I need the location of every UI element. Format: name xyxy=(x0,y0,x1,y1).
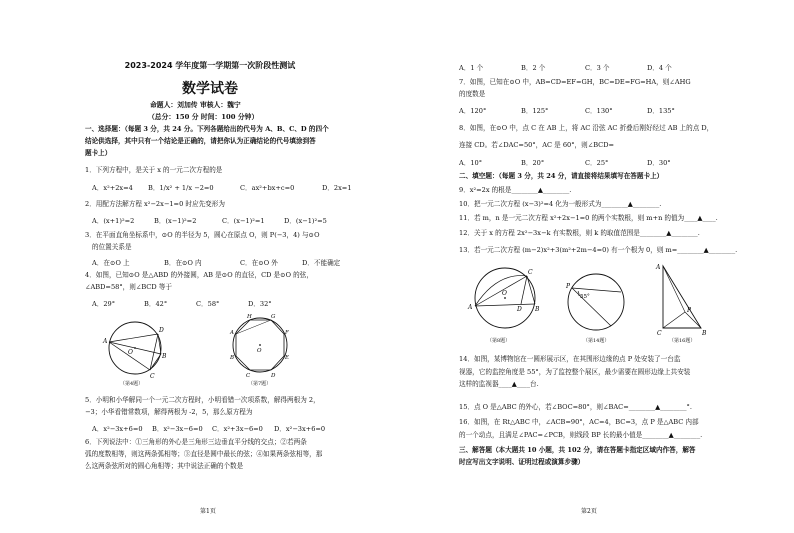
svg-text:P: P xyxy=(687,307,692,314)
score-time: （总分：150 分 时间：100 分钟） xyxy=(148,113,259,121)
q8-option-d: D．30° xyxy=(647,159,671,167)
figure-14-caption: （第14题） xyxy=(583,338,610,344)
q10: 10．把一元二次方程 (x−3)²=4 化为一般形式为________▲________. xyxy=(459,200,662,208)
doc-title: 数学试卷 xyxy=(182,81,238,97)
figure-4-circle xyxy=(100,318,170,380)
svg-text:O: O xyxy=(257,348,262,354)
exam-title: 2023-2024 学年度第一学期第一次阶段性测试 xyxy=(124,61,296,70)
q2-option-b: B．(x−1)²=2 xyxy=(154,217,197,225)
q15: 15．点 O 是△ABC 的外心，若∠BOC=80°，则∠BAC=________▲________°. xyxy=(459,403,692,411)
q2-option-d: D．(x−1)²=5 xyxy=(284,217,327,225)
figure-7-circle xyxy=(228,312,292,378)
q7-option-b: B．125° xyxy=(521,107,549,115)
q8-options xyxy=(459,157,671,167)
section1-line3: 题卡上） xyxy=(85,149,112,157)
q1: 1．下列方程中，是关于 x 的一元二次方程的是 xyxy=(85,166,223,174)
q2-option-c: C．(x−1)²=1 xyxy=(222,217,265,225)
q1-option-a: A．x²+2x=4 xyxy=(92,184,133,192)
svg-text:C: C xyxy=(246,373,251,378)
q3-options xyxy=(92,257,340,267)
q2-option-a: A．(x+1)²=2 xyxy=(92,217,135,225)
q3-option-c: C．在⊙O 外 xyxy=(240,259,278,267)
q7-line2: 的度数是 xyxy=(459,90,486,98)
q4-line2: ∠ABD=58°，则∠BCD 等于 xyxy=(85,283,172,291)
q8-line2: 连接 CD。若∠DAC=50°，AC 是 60°，则∠BCD= xyxy=(459,141,615,149)
svg-text:B: B xyxy=(230,355,235,361)
figure-4-caption: （第4题） xyxy=(120,381,144,387)
q6-line1: 6．下列说法中：①三角形的外心是三角形三边垂直平分线的交点；②若两条 xyxy=(85,438,307,446)
svg-text:O: O xyxy=(502,290,507,297)
svg-text:O: O xyxy=(128,349,133,356)
q1-options xyxy=(92,182,352,192)
q14-line1: 14．如图，某博物馆在一圆形展示区，在其围形边缘的点 P 处安装了一台监 xyxy=(459,355,681,363)
q3-option-a: A．在⊙O 上 xyxy=(92,259,130,267)
q8-line1: 8．如图，在⊙O 中，点 C 在 AB 上，将 AC 沿弦 AC 折叠后刚好经过 AB 上的点 D， xyxy=(459,124,714,132)
svg-text:G: G xyxy=(271,314,276,320)
svg-text:P: P xyxy=(566,283,571,290)
q11: 11．若 m，n 是一元二次方程 x²+2x−1=0 的两个实数根，则 m+n 的值为____▲____. xyxy=(459,214,718,222)
svg-text:C: C xyxy=(657,330,662,336)
q5-option-a: A．x²−3x+6=0 xyxy=(92,425,143,433)
q3-option-b: B．在⊙O 内 xyxy=(164,259,202,267)
svg-text:B: B xyxy=(702,330,707,336)
q2: 2．用配方法解方程 x²−2x−1=0 时应先变形为 xyxy=(85,200,225,208)
q6-option-c: C．3 个 xyxy=(585,64,610,72)
svg-text:H: H xyxy=(247,314,252,320)
q6-line2: 弧的度数相等，则这两条弧相等；③直径是圆中最长的弦；④如果两条弦相等，那 xyxy=(85,450,323,458)
q6-line3: 么这两条弦所对的圆心角相等；其中说法正确的个数是 xyxy=(85,462,244,470)
svg-text:B: B xyxy=(535,306,540,313)
q16-line1: 16．如图，在 Rt△ABC 中，∠ACB=90°，AC=4，BC=3，点 P 是△ABC 内部 xyxy=(459,418,699,426)
q7-option-a: A．120° xyxy=(459,107,487,115)
svg-text:C: C xyxy=(150,373,155,380)
q14-line3: 这样的监视器____▲____台. xyxy=(459,380,539,388)
q6-option-a: A．1 个 xyxy=(459,64,484,72)
q4-option-c: C．58° xyxy=(196,300,220,308)
right-page xyxy=(397,0,794,533)
q6-options xyxy=(459,62,672,72)
svg-text:D: D xyxy=(159,327,164,334)
svg-text:B: B xyxy=(162,353,167,360)
authors: 命题人：刘加传 审核人：魏宁 xyxy=(150,101,241,109)
figure-8-caption: （第8题） xyxy=(487,338,511,344)
figure-16-triangle xyxy=(655,262,711,336)
q5-option-c: C．x²+3x−6=0 xyxy=(212,425,263,433)
q8-option-c: C．25° xyxy=(585,159,609,167)
q13: 13．若一元二次方程 (m−2)x²+3(m²+2m−4=0) 有一个根为 0，则 m=________▲________. xyxy=(459,246,738,254)
q8-option-b: B．20° xyxy=(521,159,545,167)
svg-text:A: A xyxy=(103,338,108,345)
q8-option-a: A．10° xyxy=(459,159,483,167)
q5-line2: −3；小华看错常数项，解得两根为 -2，5，那么原方程为 xyxy=(85,408,253,416)
section1-line1: 一、选择题：（每题 3 分，共 24 分。下列各题给出的代号为 A、B、C、D 的四个 xyxy=(85,125,329,133)
figure-8-circle xyxy=(465,262,545,336)
q4-option-d: D．32° xyxy=(248,300,272,308)
svg-text:D: D xyxy=(271,373,276,378)
q4-option-a: A．29° xyxy=(92,300,116,308)
figure-16-caption: （第16题） xyxy=(669,338,696,344)
q4-options xyxy=(92,298,272,308)
q1-option-d: D．2x=1 xyxy=(322,184,352,192)
figure-14-angle-label: 55° xyxy=(580,294,590,300)
q4-line1: 4．如图，已知⊙O 是△ABD 的外接圆，AB 是⊙O 的直径，CD 是⊙O 的弦， xyxy=(85,271,313,279)
q6-option-d: D．4 个 xyxy=(647,64,672,72)
q7-option-d: D．135° xyxy=(647,107,675,115)
svg-text:E: E xyxy=(285,355,290,361)
section3-line2: 时应写出文字说明、证明过程或演算步骤） xyxy=(459,458,585,466)
q9: 9．x²=2x 的根是________▲________. xyxy=(459,186,572,194)
q7-option-c: C．130° xyxy=(585,107,613,115)
q7-options xyxy=(459,105,675,115)
figure-14-circle xyxy=(563,270,629,334)
figure-7-caption: （第7题） xyxy=(248,381,272,387)
q3-line1: 3．在平面直角坐标系中，⊙O 的半径为 5，圆心在原点 O，则 P(−3，4) 与⊙O xyxy=(85,231,320,239)
svg-text:A: A xyxy=(230,330,234,336)
page-number-right: 第2页 xyxy=(581,508,597,515)
section1-line2: 结论供选择，其中只有一个结论是正确的，请把你认为正确结论的代号填涂到答 xyxy=(85,137,316,145)
q4-option-b: B．42° xyxy=(144,300,168,308)
q5-option-d: D．x²−3x+6=0 xyxy=(274,425,326,433)
svg-text:F: F xyxy=(285,330,289,336)
q6-option-b: B．2 个 xyxy=(521,64,546,72)
q1-option-c: C．ax²+bx+c=0 xyxy=(240,184,295,192)
q3-line2: 的位置关系是 xyxy=(92,243,132,251)
section2-header: 二、填空题：（每题 3 分，共 24 分，请直接将结果填写在答题卡上） xyxy=(459,172,664,180)
svg-text:C: C xyxy=(528,269,533,276)
q5-options xyxy=(92,423,325,433)
q5-option-b: B．x²−3x−6=0 xyxy=(152,425,203,433)
q14-line2: 视器，它的监控角度是 55°，为了监控整个展区，最少需要在圆形边缘上共安装 xyxy=(459,368,691,376)
q5-line1: 5．小明和小华解同一个一元二次方程时，小明看错一次项系数，解得两根为 2， xyxy=(85,396,320,404)
svg-text:A: A xyxy=(468,304,473,311)
q12: 12．关于 x 的方程 2x²−3x−k 有实数根，则 k 的取值范围是________▲________. xyxy=(459,229,700,237)
q16-line2: 的一个动点，且满足∠PAC=∠PCB，则线段 BP 长的最小值是________▲________. xyxy=(459,431,703,439)
q2-options xyxy=(92,215,327,225)
page-number-left: 第1页 xyxy=(200,508,216,515)
section3-line1: 三、解答题（本大题共 10 小题，共 102 分，请在答题卡指定区域内作答，解答 xyxy=(459,446,696,454)
svg-text:A: A xyxy=(656,264,661,271)
q1-option-b: B．1/x² + 1/x −2=0 xyxy=(148,184,214,192)
svg-text:D: D xyxy=(517,306,522,313)
q7-line1: 7．如图，已知在⊙O 中，AB=CD=EF=GH，BC=DE=FG=HA，则∠AHG xyxy=(459,78,691,86)
q3-option-d: D．不能确定 xyxy=(302,259,341,267)
